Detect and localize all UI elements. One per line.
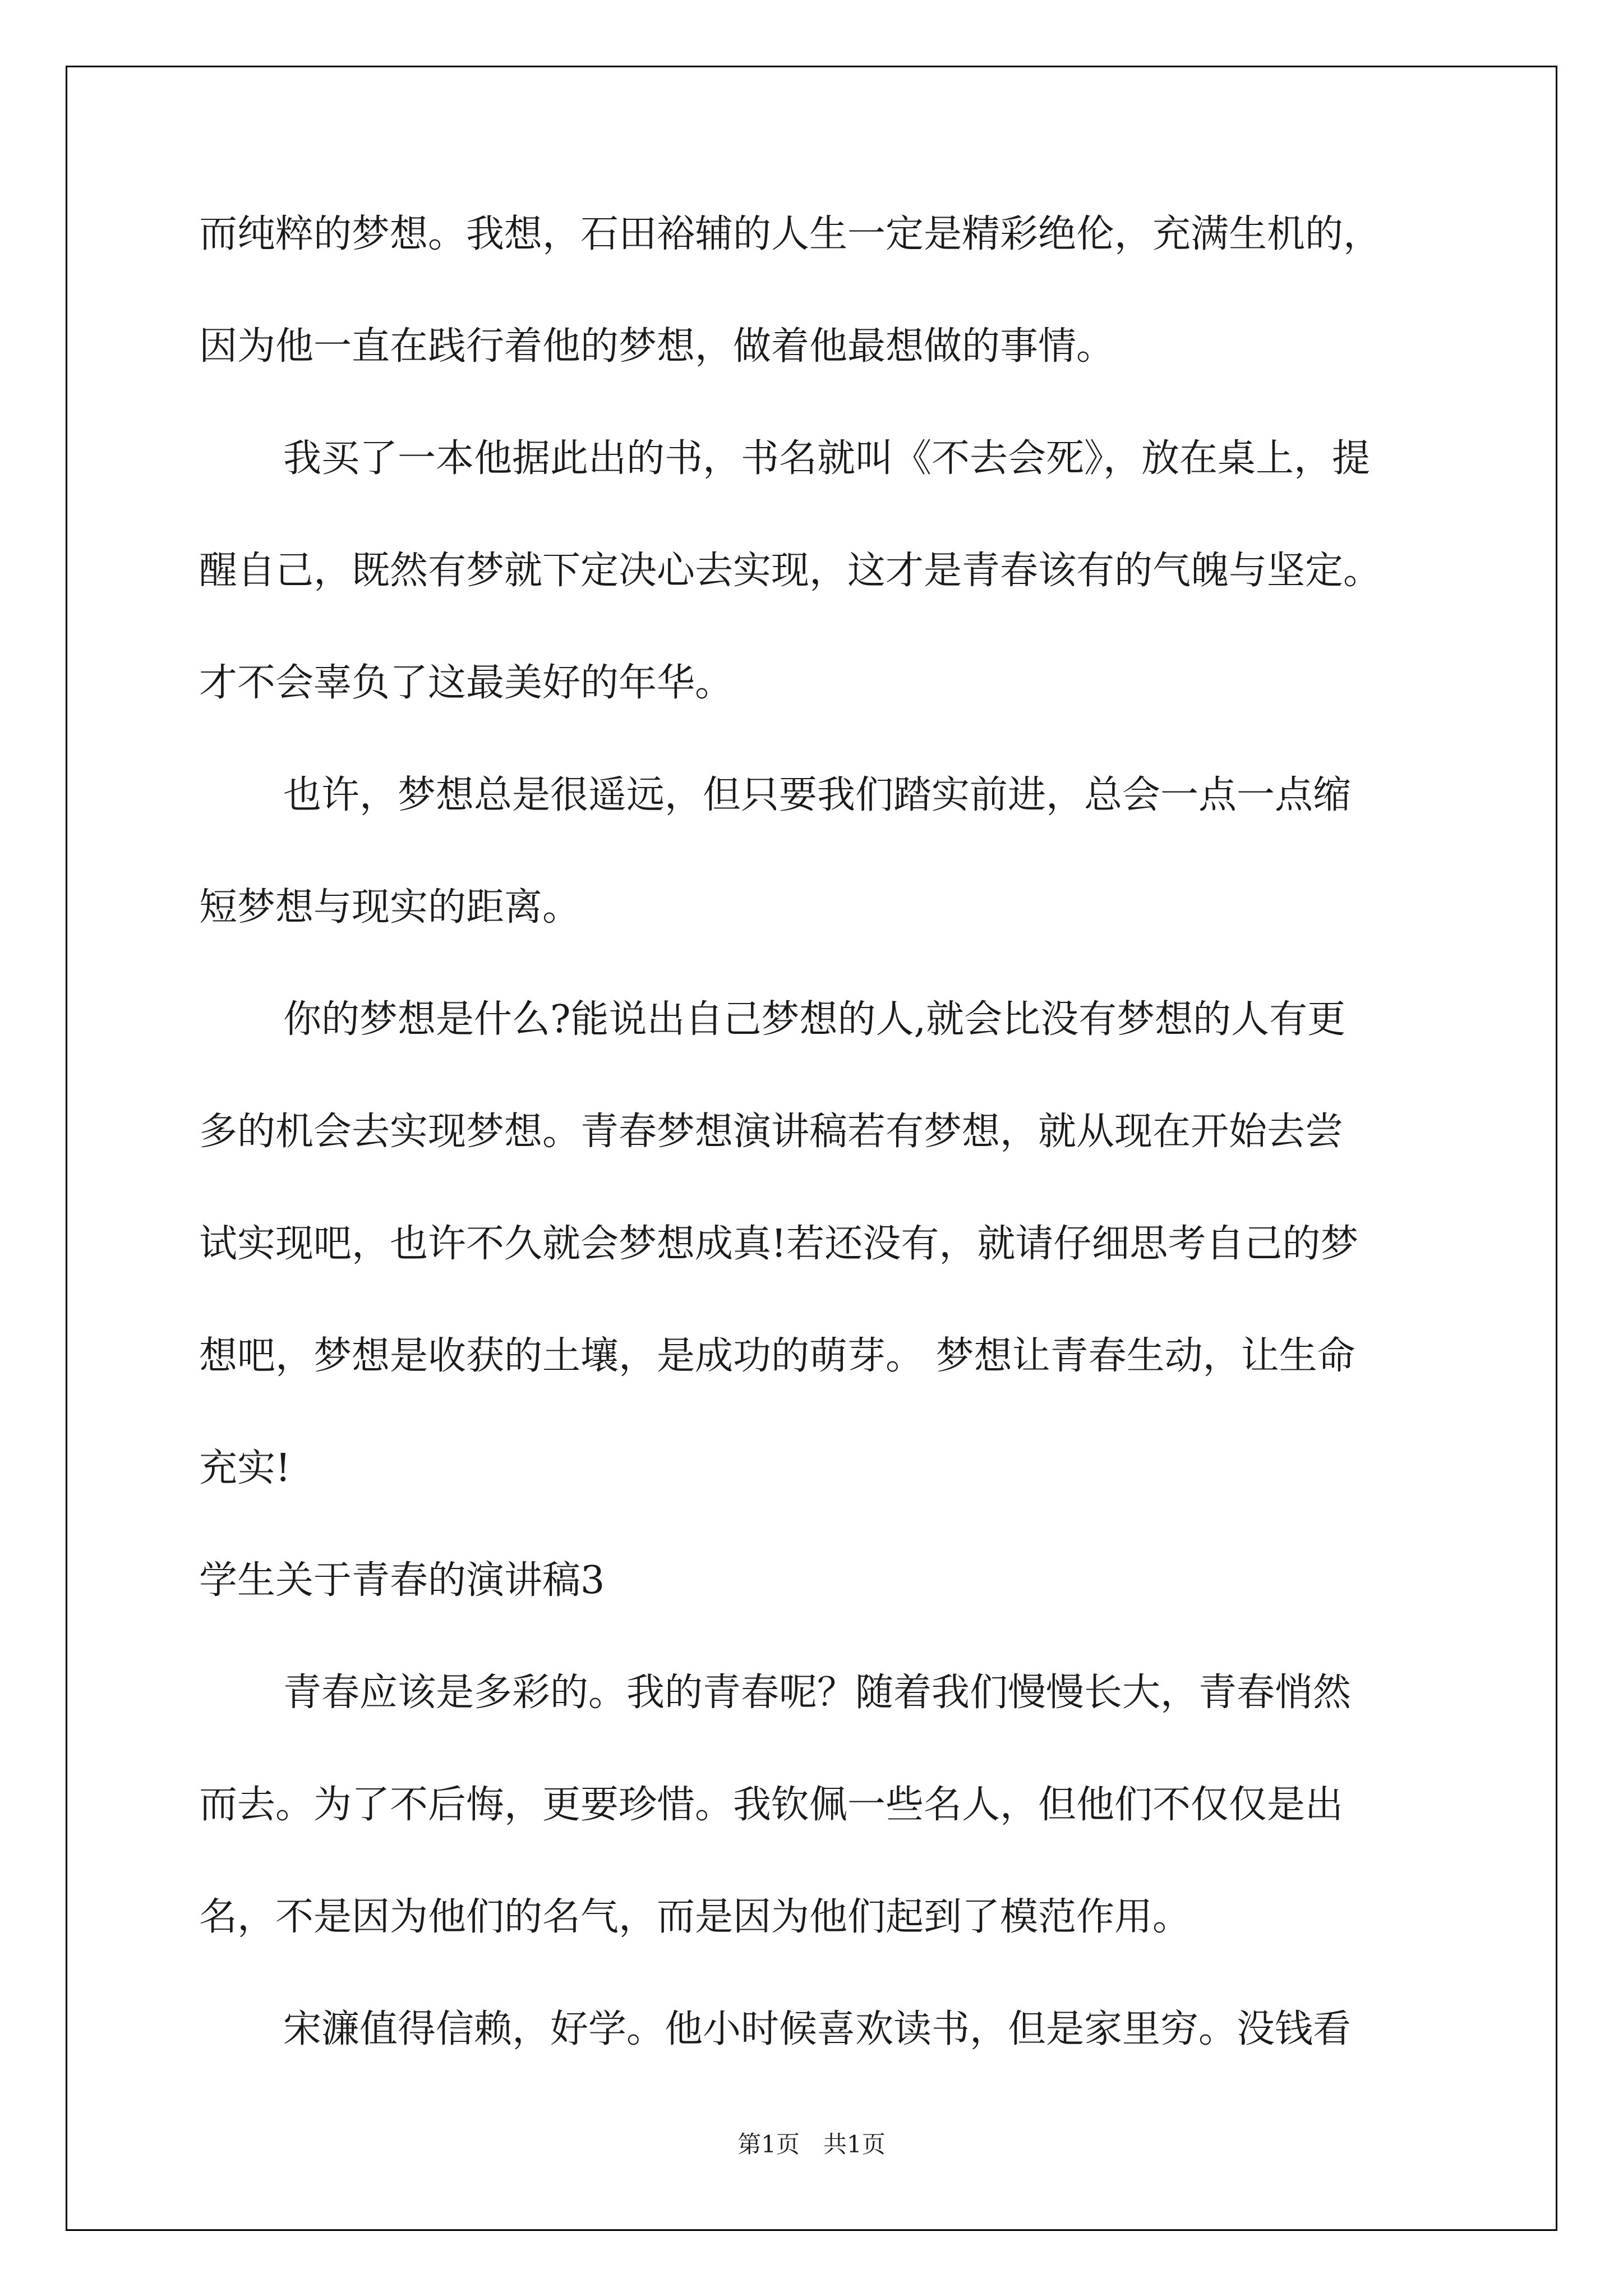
- text-line-3: 我买了一本他据此出的书，书名就叫《不去会死》，放在桌上，提: [283, 436, 1371, 481]
- text-line-12: 充实!: [199, 1446, 291, 1490]
- text-line-9: 多的机会去实现梦想。青春梦想演讲稿若有梦想，就从现在开始去尝: [199, 1110, 1344, 1154]
- text-line-1: 而纯粹的梦想。我想，石田裕辅的人生一定是精彩绝伦，充满生机的，: [199, 212, 1382, 256]
- text-line-5: 才不会辜负了这最美好的年华。: [199, 661, 734, 705]
- text-line-2: 因为他一直在践行着他的梦想，做着他最想做的事情。: [199, 324, 1115, 369]
- text-line-4: 醒自己，既然有梦就下定决心去实现，这才是青春该有的气魄与坚定。: [199, 549, 1382, 593]
- text-line-16: 名，不是因为他们的名气，而是因为他们起到了模范作用。: [199, 1895, 1191, 1939]
- document-body: [199, 178, 1427, 2086]
- text-line-10: 试实现吧，也许不久就会梦想成真!若还没有，就请仔细思考自己的梦: [199, 1222, 1359, 1266]
- text-line-6: 也许，梦想总是很遥远，但只要我们踏实前进，总会一点一点缩: [283, 773, 1352, 817]
- text-line-7: 短梦想与现实的距离。: [199, 885, 581, 930]
- text-line-17: 宋濂值得信赖，好学。他小时候喜欢读书，但是家里穷。没钱看: [283, 2007, 1352, 2051]
- text-line-8: 你的梦想是什么?能说出自己梦想的人,就会比没有梦想的人有更: [283, 997, 1346, 1042]
- text-line-14: 青春应该是多彩的。我的青春呢？随着我们慢慢长大，青春悄然: [283, 1671, 1352, 1715]
- section-heading: 学生关于青春的演讲稿3: [199, 1558, 605, 1603]
- page-number-footer: 第1页 共1页: [737, 2131, 886, 2158]
- text-line-11: 想吧，梦想是收获的土壤，是成功的萌芽。 梦想让青春生动，让生命: [199, 1334, 1355, 1378]
- text-line-15: 而去。为了不后悔，更要珍惜。我钦佩一些名人，但他们不仅仅是出: [199, 1783, 1344, 1827]
